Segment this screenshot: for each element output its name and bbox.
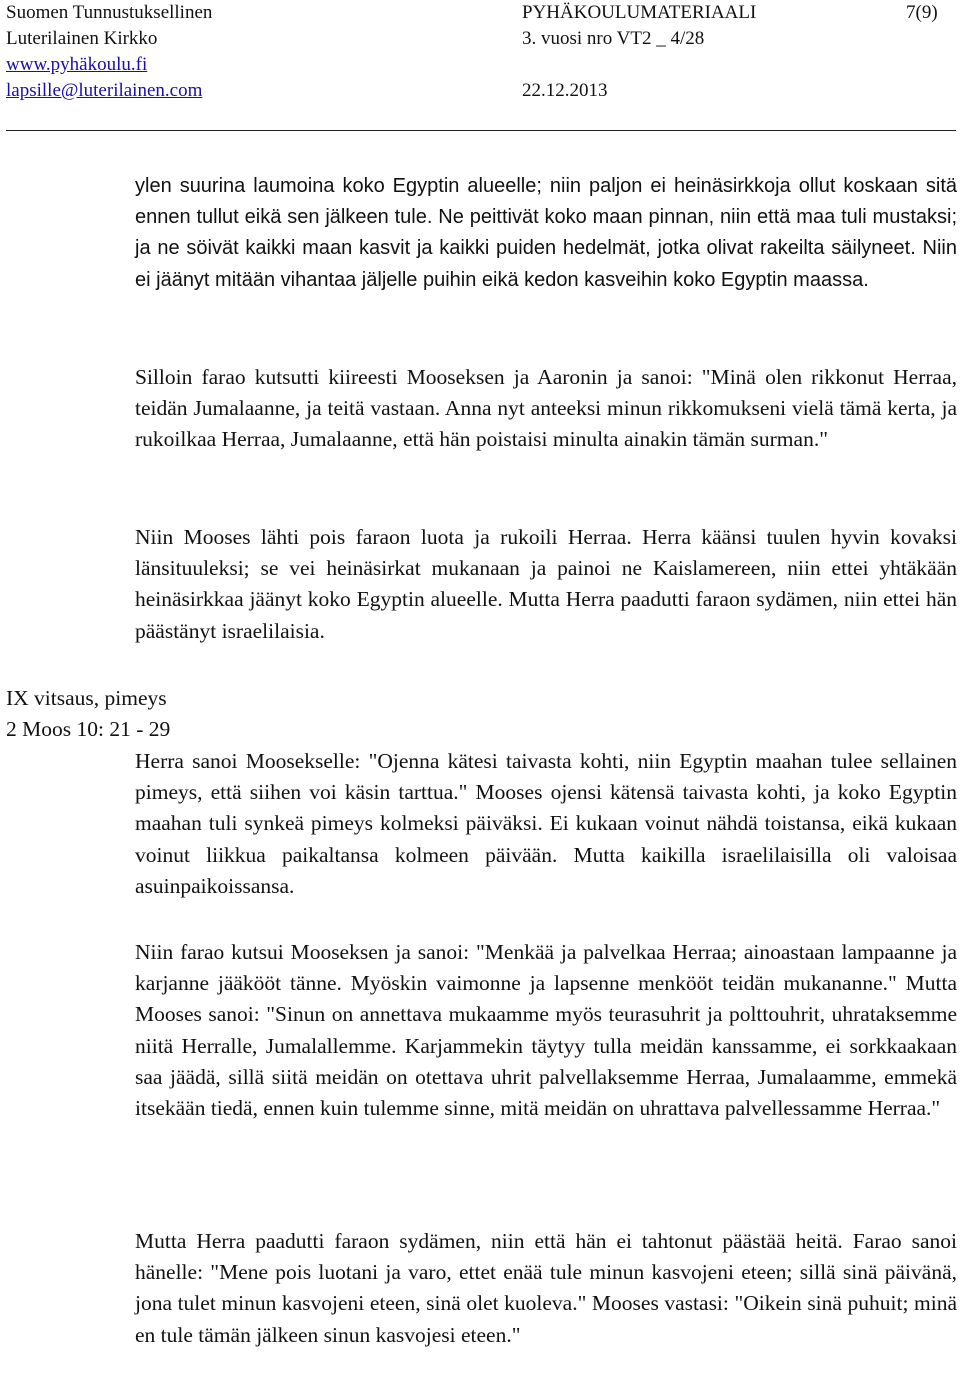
website-link[interactable]: www.pyhäkoulu.fi: [6, 54, 148, 75]
paragraph-4-text: Herra sanoi Moosekselle: "Ojenna kätesi taivasta kohti, niin Egyptin maahan tulee sellainen pimeys, että siihen voi käsin tarttua." Mooses ojensi kätensä taivasta kohti, ja koko Egyptin maahan tuli synkeä pimeys kolmeksi päiväksi. Ei kukaan voinut nähdä toistansa, eikä kukaan voinut liikkua paikaltansa kolmeen päivään. Mutta kaikilla israelilaisilla oli valoisaa asuinpaikoissansa.: [135, 749, 957, 898]
paragraph-2-text: Silloin farao kutsutti kiireesti Mooseksen ja Aaronin ja sanoi: "Minä olen rikkonut Herraa, teidän Jumalaanne, ja teitä vastaan. Anna nyt anteeksi minun rikkomukseni vielä tämä kerta, ja rukoilkaa Herraa, Jumalaanne, että hän poistaisi minulta ainakin tämän surman.": [135, 365, 957, 452]
page-header: [0, 0, 960, 104]
email-link[interactable]: lapsille@luterilainen.com: [6, 80, 203, 101]
header-row-4: [0, 78, 960, 104]
page-number: 7(9): [906, 2, 938, 23]
paragraph-1: [135, 171, 957, 296]
header-row-2: [0, 26, 960, 52]
paragraph-5-text: Niin farao kutsui Mooseksen ja sanoi: "Menkää ja palvelkaa Herraa; ainoastaan lampaanne ja karjanne jääkööt tänne. Myöskin vaimonne ja lapsenne menkööt teidän mukananne." Mutta Mooses sanoi: "Sinun on annettava mukaamme myös teurasuhrit ja polttouhrit, uhrataksemme niitä Herralle, Jumalallemme. Karjammekin täytyy tulla meidän kanssamme, ei sorkkaakaan saa jäädä, sillä siitä meidän on otettava uhrit palvellaksemme Herraa, Jumalaamme, emmekä itsekään tiedä, ennen kuin tulemme sinne, mitä meidän on uhrattava palvellessamme Herraa.": [135, 940, 957, 1121]
section-reference: 2 Moos 10: 21 - 29: [6, 717, 171, 741]
lesson-number: 3. vuosi nro VT2 _ 4/28: [522, 28, 705, 49]
header-row-3: [0, 52, 960, 78]
section-title: IX vitsaus, pimeys: [6, 686, 167, 710]
paragraph-3-text: Niin Mooses lähti pois faraon luota ja rukoili Herraa. Herra käänsi tuulen hyvin kovaksi länsituuleksi; se vei heinäsirkat mukanaan ja painoi ne Kaislamereen, niin ettei yhtäkään heinäsirkkaa jäänyt koko Egyptin alueelle. Mutta Herra paadutti faraon sydämen, niin ettei hän päästänyt israelilaisia.: [135, 525, 957, 643]
paragraph-3: [135, 522, 957, 647]
paragraph-4: [135, 746, 957, 902]
org-name-line1: Suomen Tunnustuksellinen: [6, 2, 213, 23]
document-title: PYHÄKOULUMATERIAALI: [522, 2, 757, 23]
header-row-1: [0, 0, 960, 26]
header-divider: [6, 130, 956, 131]
paragraph-2: [135, 362, 957, 456]
document-date: 22.12.2013: [522, 80, 608, 101]
paragraph-5: [135, 937, 957, 1124]
paragraph-6: [135, 1226, 957, 1351]
paragraph-6-text: Mutta Herra paadutti faraon sydämen, niin että hän ei tahtonut päästää heitä. Farao sanoi hänelle: "Mene pois luotani ja varo, ettet enää tule minun kasvojeni eteen; sillä sinä päivänä, jona tulet minun kasvojeni eteen, sinä olet kuoleva." Mooses vastasi: "Oikein sinä puhuit; minä en tule tämän jälkeen sinun kasvojesi eteen.": [135, 1229, 957, 1347]
org-name-line2: Luterilainen Kirkko: [6, 28, 158, 49]
paragraph-1-text: ylen suurina laumoina koko Egyptin alueelle; niin paljon ei heinäsirkkoja ollut koskaan sitä ennen tullut eikä sen jälkeen tule. Ne peittivät koko maan pinnan, niin että maa tuli mustaksi; ja ne söivät kaikki maan kasvit ja kaikki puiden hedelmät, jotka olivat rakeilta säilyneet. Niin ei jäänyt mitään vihantaa jäljelle puihin eikä kedon kasveihin koko Egyptin maassa.: [135, 175, 957, 291]
